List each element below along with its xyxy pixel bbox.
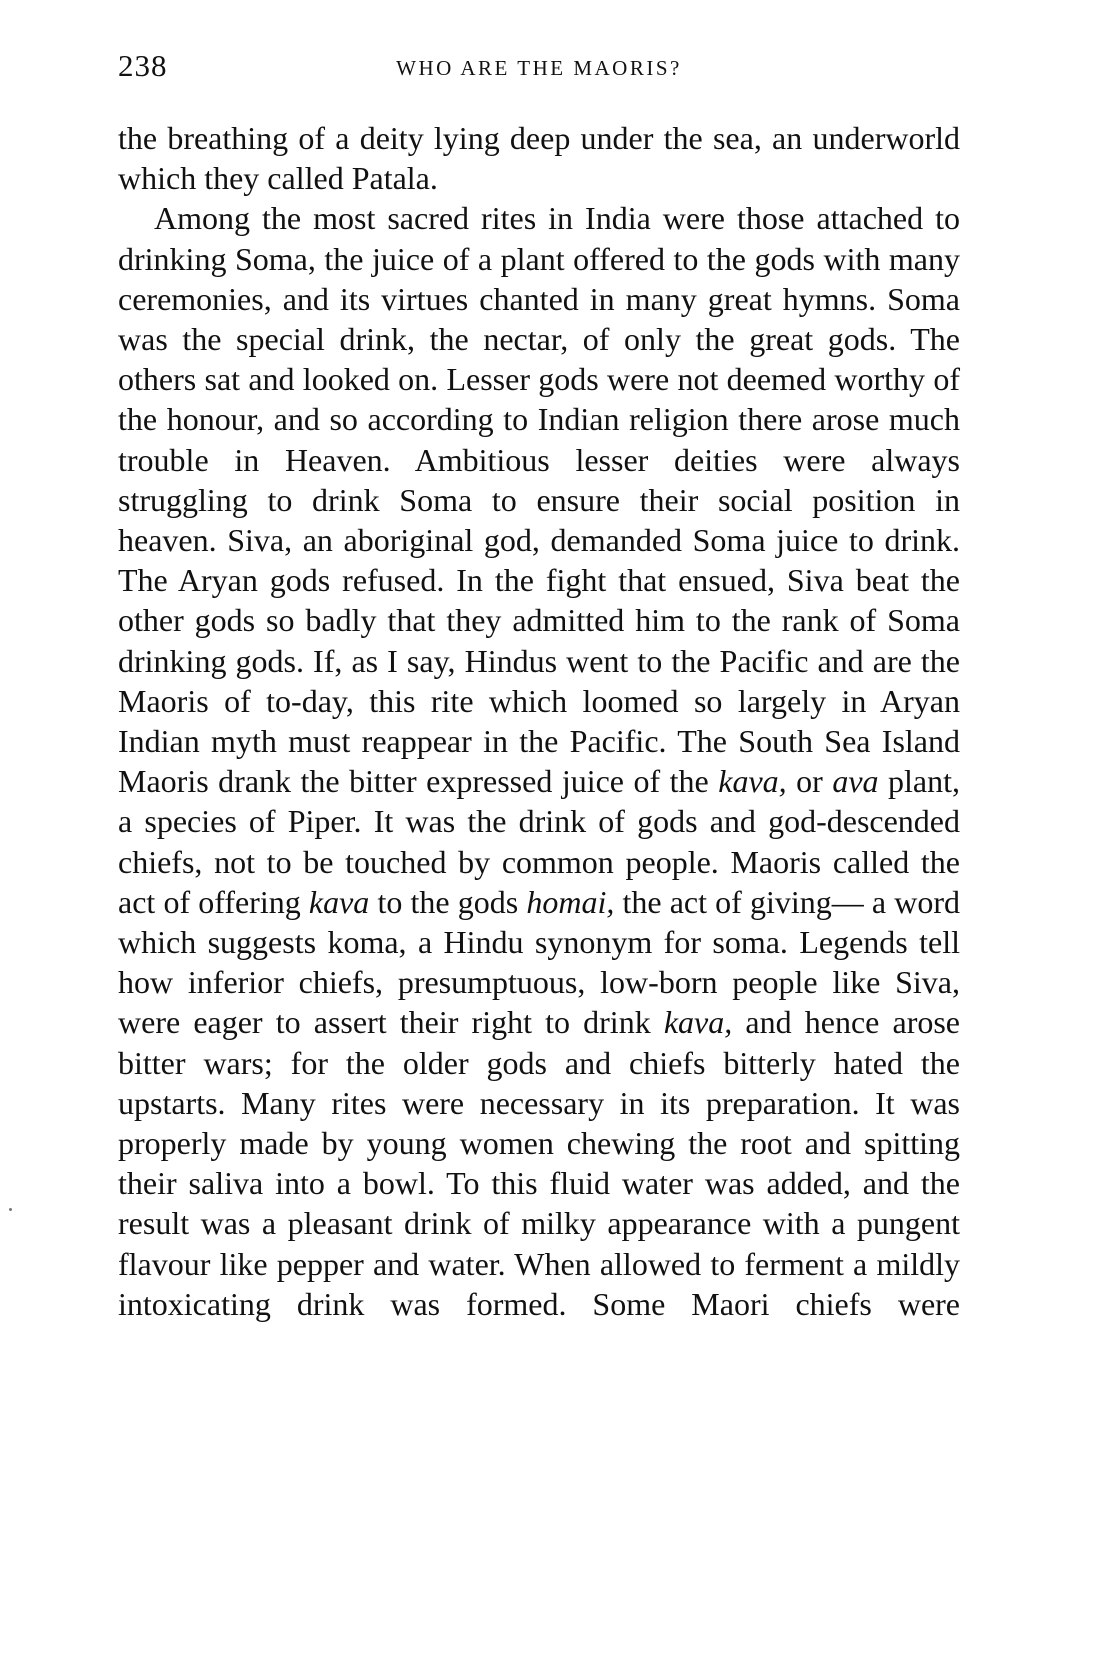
text-run: plant, a species of Piper. It was the drink of gods and god-descended chiefs, not to be touched by common people. Maoris called the act of offering	[118, 763, 960, 920]
italic-term: homai,	[526, 883, 615, 920]
page-number: 238	[118, 48, 168, 83]
text-run: Among the most sacred rites in India were those attached to drinking Soma, the juice of a plant offered to the gods with many ceremonies, and its virtues chanted in many great hymns. Soma was the special drink, the nectar, of only the great gods. The others sat and looked on. Lesser gods were not deemed worthy of the honour, and so according to Indian religion there arose much trouble in Heaven. Ambitious lesser deities were always struggling to drink Soma to ensure their social position in heaven. Siva, an aboriginal god, demanded Soma juice to drink. The Aryan gods refused. In the fight that ensued, Siva beat the other gods so badly that they admitted him to the rank of Soma drinking gods. If, as I say, Hindus went to the Pacific and are the Maoris of to-day, this rite which loomed so largely in Aryan Indian myth must reappear in the Pacific. The South Sea Island Maoris drank the bitter expressed juice of the	[118, 200, 960, 800]
text-run: and hence arose bitter wars; for the older gods and chiefs bitterly hated the upstarts. Many rites were necessary in its preparation. It was properly made by young women chewing the root and spitting their saliva into a bowl. To this fluid water was added, and the result was a pleasant drink of milky appearance with a pungent flavour like pepper and water. When allowed to ferment a mildly intoxicating drink was formed. Some Maori chiefs were	[118, 1004, 961, 1322]
page-header	[118, 48, 960, 88]
italic-term: kava,	[718, 763, 787, 800]
body-text	[118, 118, 960, 1324]
paragraph-2	[118, 198, 960, 1324]
italic-term: ava	[832, 763, 879, 800]
italic-term: kava,	[663, 1004, 733, 1041]
scan-speck	[9, 1208, 12, 1211]
text-run: to the gods	[369, 883, 527, 920]
running-title: WHO ARE THE MAORIS?	[396, 56, 682, 80]
italic-term: kava	[308, 883, 370, 920]
paragraph-1: the breathing of a deity lying deep under the sea, an underworld which they called Patala.	[118, 120, 960, 197]
text-run: or	[786, 763, 833, 800]
text-run: the act of giving— a word which suggests koma, a Hindu synonym for soma. Legends tell how inferior chiefs, presumptuous, low-born people like Siva, were eager to assert their right to drink	[118, 883, 961, 1041]
